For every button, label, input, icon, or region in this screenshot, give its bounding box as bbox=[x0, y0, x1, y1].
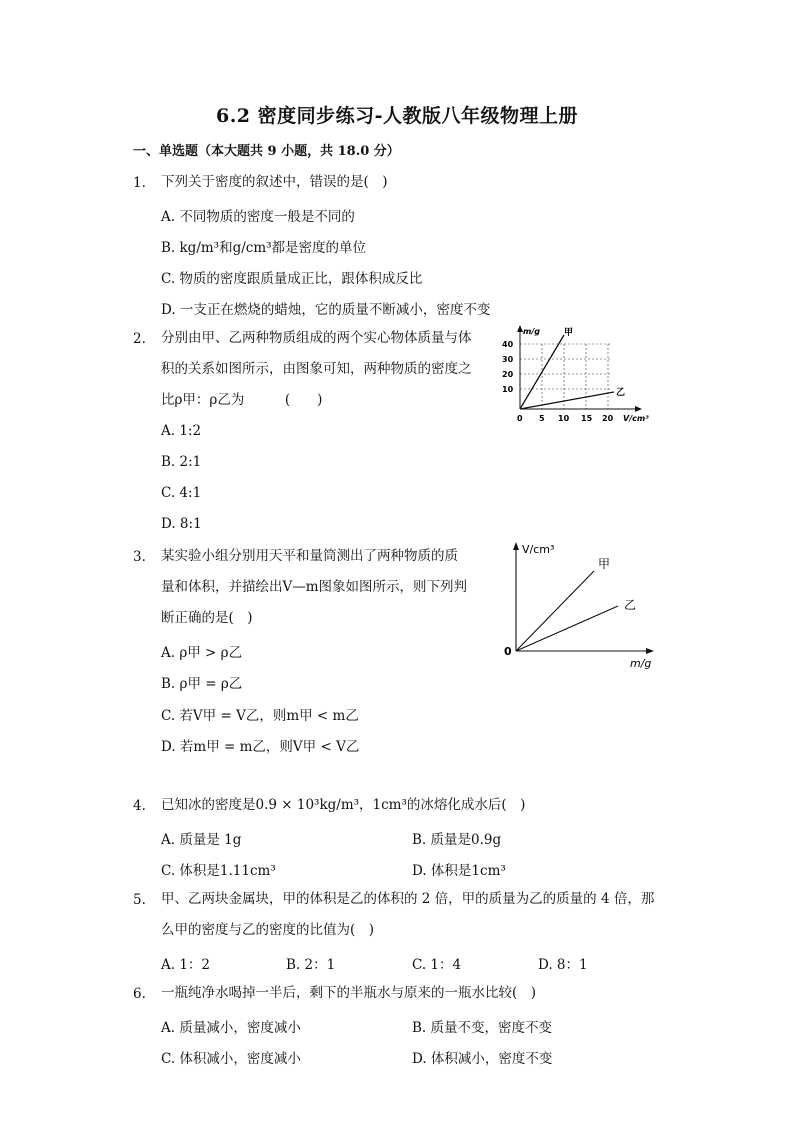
option-a: A. 质量减小，密度减小 bbox=[161, 1020, 301, 1036]
option-c: C. 4:1 bbox=[161, 485, 202, 501]
series-label-yi: 乙 bbox=[624, 598, 637, 612]
option-b: B. ρ甲 = ρ乙 bbox=[161, 676, 243, 692]
option-c: C. 体积是1.11cm³ bbox=[161, 863, 276, 879]
question-stem: 已知冰的密度是0.9 × 10³kg/m³，1cm³的冰熔化成水后( ) bbox=[161, 797, 526, 813]
section-heading: 一、单选题（本大题共 9 小题，共 18.0 分） bbox=[133, 144, 400, 159]
question-number: 6. bbox=[133, 986, 146, 1002]
volume-mass-graph bbox=[500, 538, 670, 673]
question-number: 2. bbox=[133, 331, 146, 347]
series-label-jia: 甲 bbox=[598, 557, 611, 571]
series-jia-line bbox=[516, 571, 594, 651]
question-number: 1. bbox=[133, 175, 146, 191]
question-stem-line: 断正确的是( ) bbox=[161, 610, 253, 626]
origin-label: 0 bbox=[504, 645, 512, 658]
option-a: A. 1：2 bbox=[161, 957, 211, 973]
question-number: 5. bbox=[133, 892, 146, 908]
question-stem: 一瓶纯净水喝掉一半后，剩下的半瓶水与原来的一瓶水比较( ) bbox=[161, 985, 537, 1001]
y-axis-label: V/cm³ bbox=[522, 543, 555, 556]
y-tick: 10 bbox=[502, 385, 514, 394]
option-b: B. 质量不变，密度不变 bbox=[412, 1020, 553, 1036]
question-stem: 下列关于密度的叙述中，错误的是( ) bbox=[161, 174, 388, 190]
option-d: D. 8：1 bbox=[538, 957, 588, 973]
option-d: D. 若m甲 = m乙，则V甲 < V乙 bbox=[161, 739, 360, 755]
question-stem-line: 分别由甲、乙两种物质组成的两个实心物体质量与体 bbox=[161, 330, 472, 346]
x-axis-label: m/g bbox=[630, 657, 652, 670]
series-label-jia: 甲 bbox=[564, 328, 574, 338]
y-tick: 20 bbox=[502, 370, 514, 379]
question-number: 4. bbox=[133, 798, 146, 814]
option-c: C. 体积减小，密度减小 bbox=[161, 1051, 301, 1067]
question-stem-line: 甲、乙两块金属块，甲的体积是乙的体积的 2 倍，甲的质量为乙的质量的 4 倍，那 bbox=[161, 891, 655, 907]
question-stem-line: 么甲的密度与乙的密度的比值为( ) bbox=[161, 922, 375, 938]
option-d: D. 一支正在燃烧的蜡烛，它的质量不断减小，密度不变 bbox=[161, 302, 491, 318]
option-b: B. kg/m³和g/cm³都是密度的单位 bbox=[161, 240, 367, 256]
question-stem-line: 某实验小组分别用天平和量筒测出了两种物质的质 bbox=[161, 548, 458, 564]
y-tick: 30 bbox=[502, 355, 514, 364]
x-tick: 10 bbox=[558, 414, 570, 423]
option-a: A. 1:2 bbox=[161, 423, 202, 439]
question-stem-line: 量和体积，并描绘出V—m图象如图所示，则下列判 bbox=[161, 579, 468, 595]
page-title: 6.2 密度同步练习-人教版八年级物理上册 bbox=[215, 105, 579, 127]
option-d: D. 体积减小，密度不变 bbox=[412, 1051, 553, 1067]
x-tick: 5 bbox=[539, 414, 545, 423]
x-tick: 15 bbox=[581, 414, 593, 423]
x-tick: 20 bbox=[602, 414, 614, 423]
question-stem-line: 积的关系如图所示，由图象可知，两种物质的密度之 bbox=[161, 361, 472, 377]
question-number: 3. bbox=[133, 549, 146, 565]
y-axis-label: m/g bbox=[523, 327, 540, 336]
option-c: C. 物质的密度跟质量成正比，跟体积成反比 bbox=[161, 271, 423, 287]
option-c: C. 若V甲 = V乙，则m甲 < m乙 bbox=[161, 708, 359, 724]
option-d: D. 8:1 bbox=[161, 516, 202, 532]
series-yi-line bbox=[516, 606, 618, 651]
series-yi-line bbox=[520, 392, 614, 409]
question-stem-line: 比ρ甲：ρ乙为 ( ) bbox=[161, 392, 323, 408]
option-a: A. 质量是 1g bbox=[161, 832, 242, 848]
mass-volume-graph bbox=[500, 322, 660, 432]
option-a: A. 不同物质的密度一般是不同的 bbox=[161, 209, 355, 225]
option-a: A. ρ甲 > ρ乙 bbox=[161, 645, 243, 661]
x-axis-label: V/cm³ bbox=[623, 414, 649, 423]
x-tick: 0 bbox=[517, 414, 523, 423]
option-c: C. 1：4 bbox=[412, 957, 462, 973]
option-b: B. 2:1 bbox=[161, 454, 202, 470]
series-label-yi: 乙 bbox=[616, 388, 626, 398]
option-b: B. 2：1 bbox=[286, 957, 336, 973]
option-d: D. 体积是1cm³ bbox=[412, 863, 506, 879]
option-b: B. 质量是0.9g bbox=[412, 832, 502, 848]
y-tick: 40 bbox=[502, 340, 514, 349]
